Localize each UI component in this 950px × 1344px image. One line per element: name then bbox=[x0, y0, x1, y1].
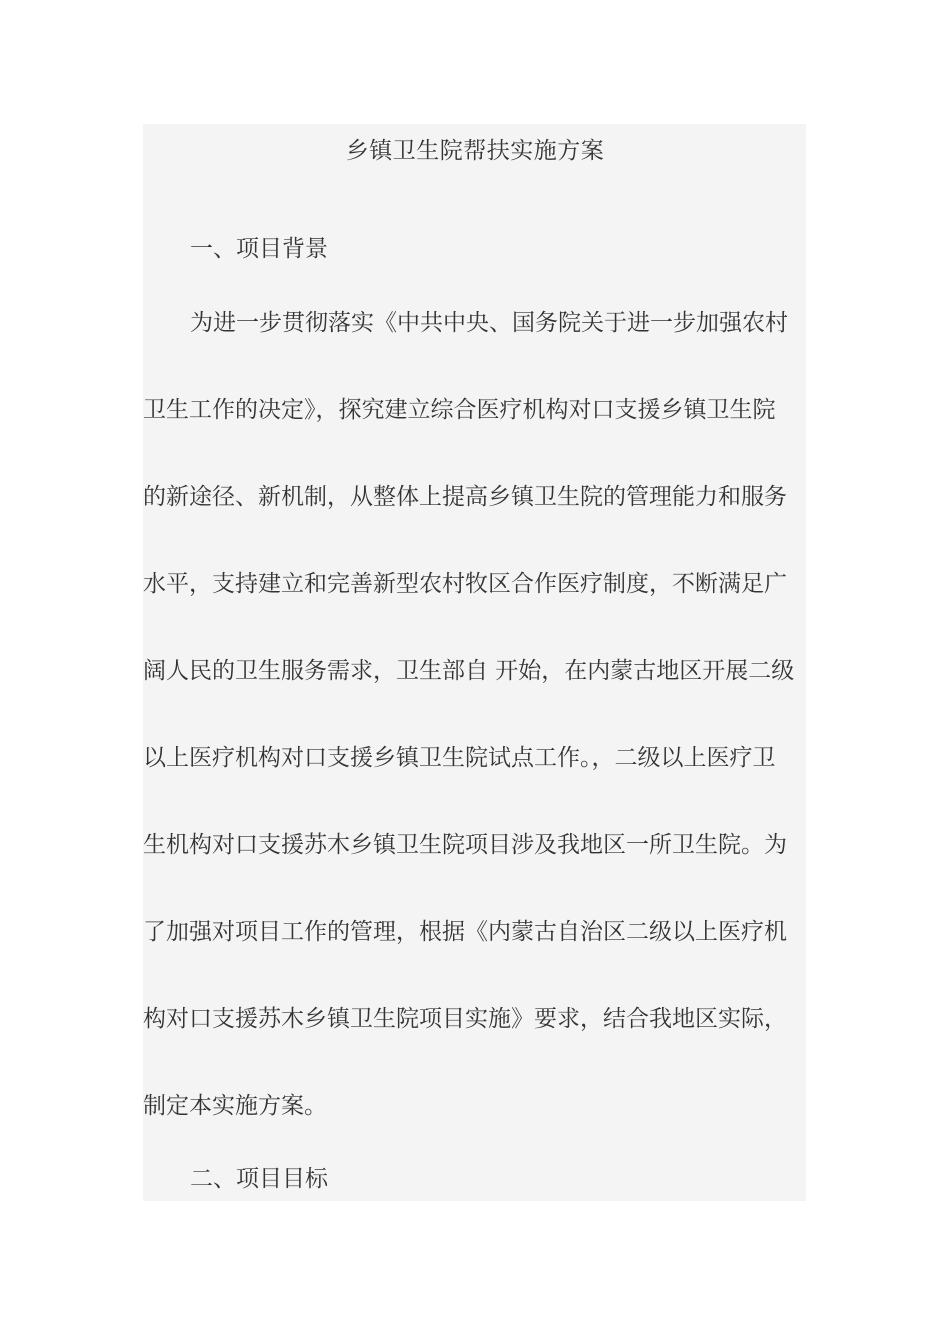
document-title: 乡镇卫生院帮扶实施方案 bbox=[345, 138, 605, 164]
paragraph-line: 为进一步贯彻落实《中共中央、国务院关于进一步加强农村 bbox=[190, 310, 788, 336]
paragraph-line: 水平，支持建立和完善新型农村牧区合作医疗制度，不断满足广 bbox=[143, 571, 787, 597]
paragraph-line: 阔人民的卫生服务需求，卫生部自 开始，在内蒙古地区开展二级 bbox=[143, 658, 795, 684]
section-heading-objectives: 二、项目目标 bbox=[190, 1166, 328, 1192]
paragraph-line: 以上医疗机构对口支援乡镇卫生院试点工作。，二级以上医疗卫 bbox=[143, 745, 776, 771]
paragraph-line: 制定本实施方案。 bbox=[143, 1093, 327, 1119]
paragraph-line: 的新途径、新机制，从整体上提高乡镇卫生院的管理能力和服务 bbox=[143, 484, 787, 510]
paragraph-line: 卫生工作的决定》，探究建立综合医疗机构对口支援乡镇卫生院 bbox=[143, 397, 776, 423]
paragraph-line: 了加强对项目工作的管理，根据《内蒙古自治区二级以上医疗机 bbox=[143, 919, 787, 945]
paragraph-line: 构对口支援苏木乡镇卫生院项目实施》要求，结合我地区实际， bbox=[143, 1006, 787, 1032]
paragraph-line: 生机构对口支援苏木乡镇卫生院项目涉及我地区一所卫生院。为 bbox=[143, 832, 787, 858]
section-heading-background: 一、项目背景 bbox=[190, 236, 328, 262]
